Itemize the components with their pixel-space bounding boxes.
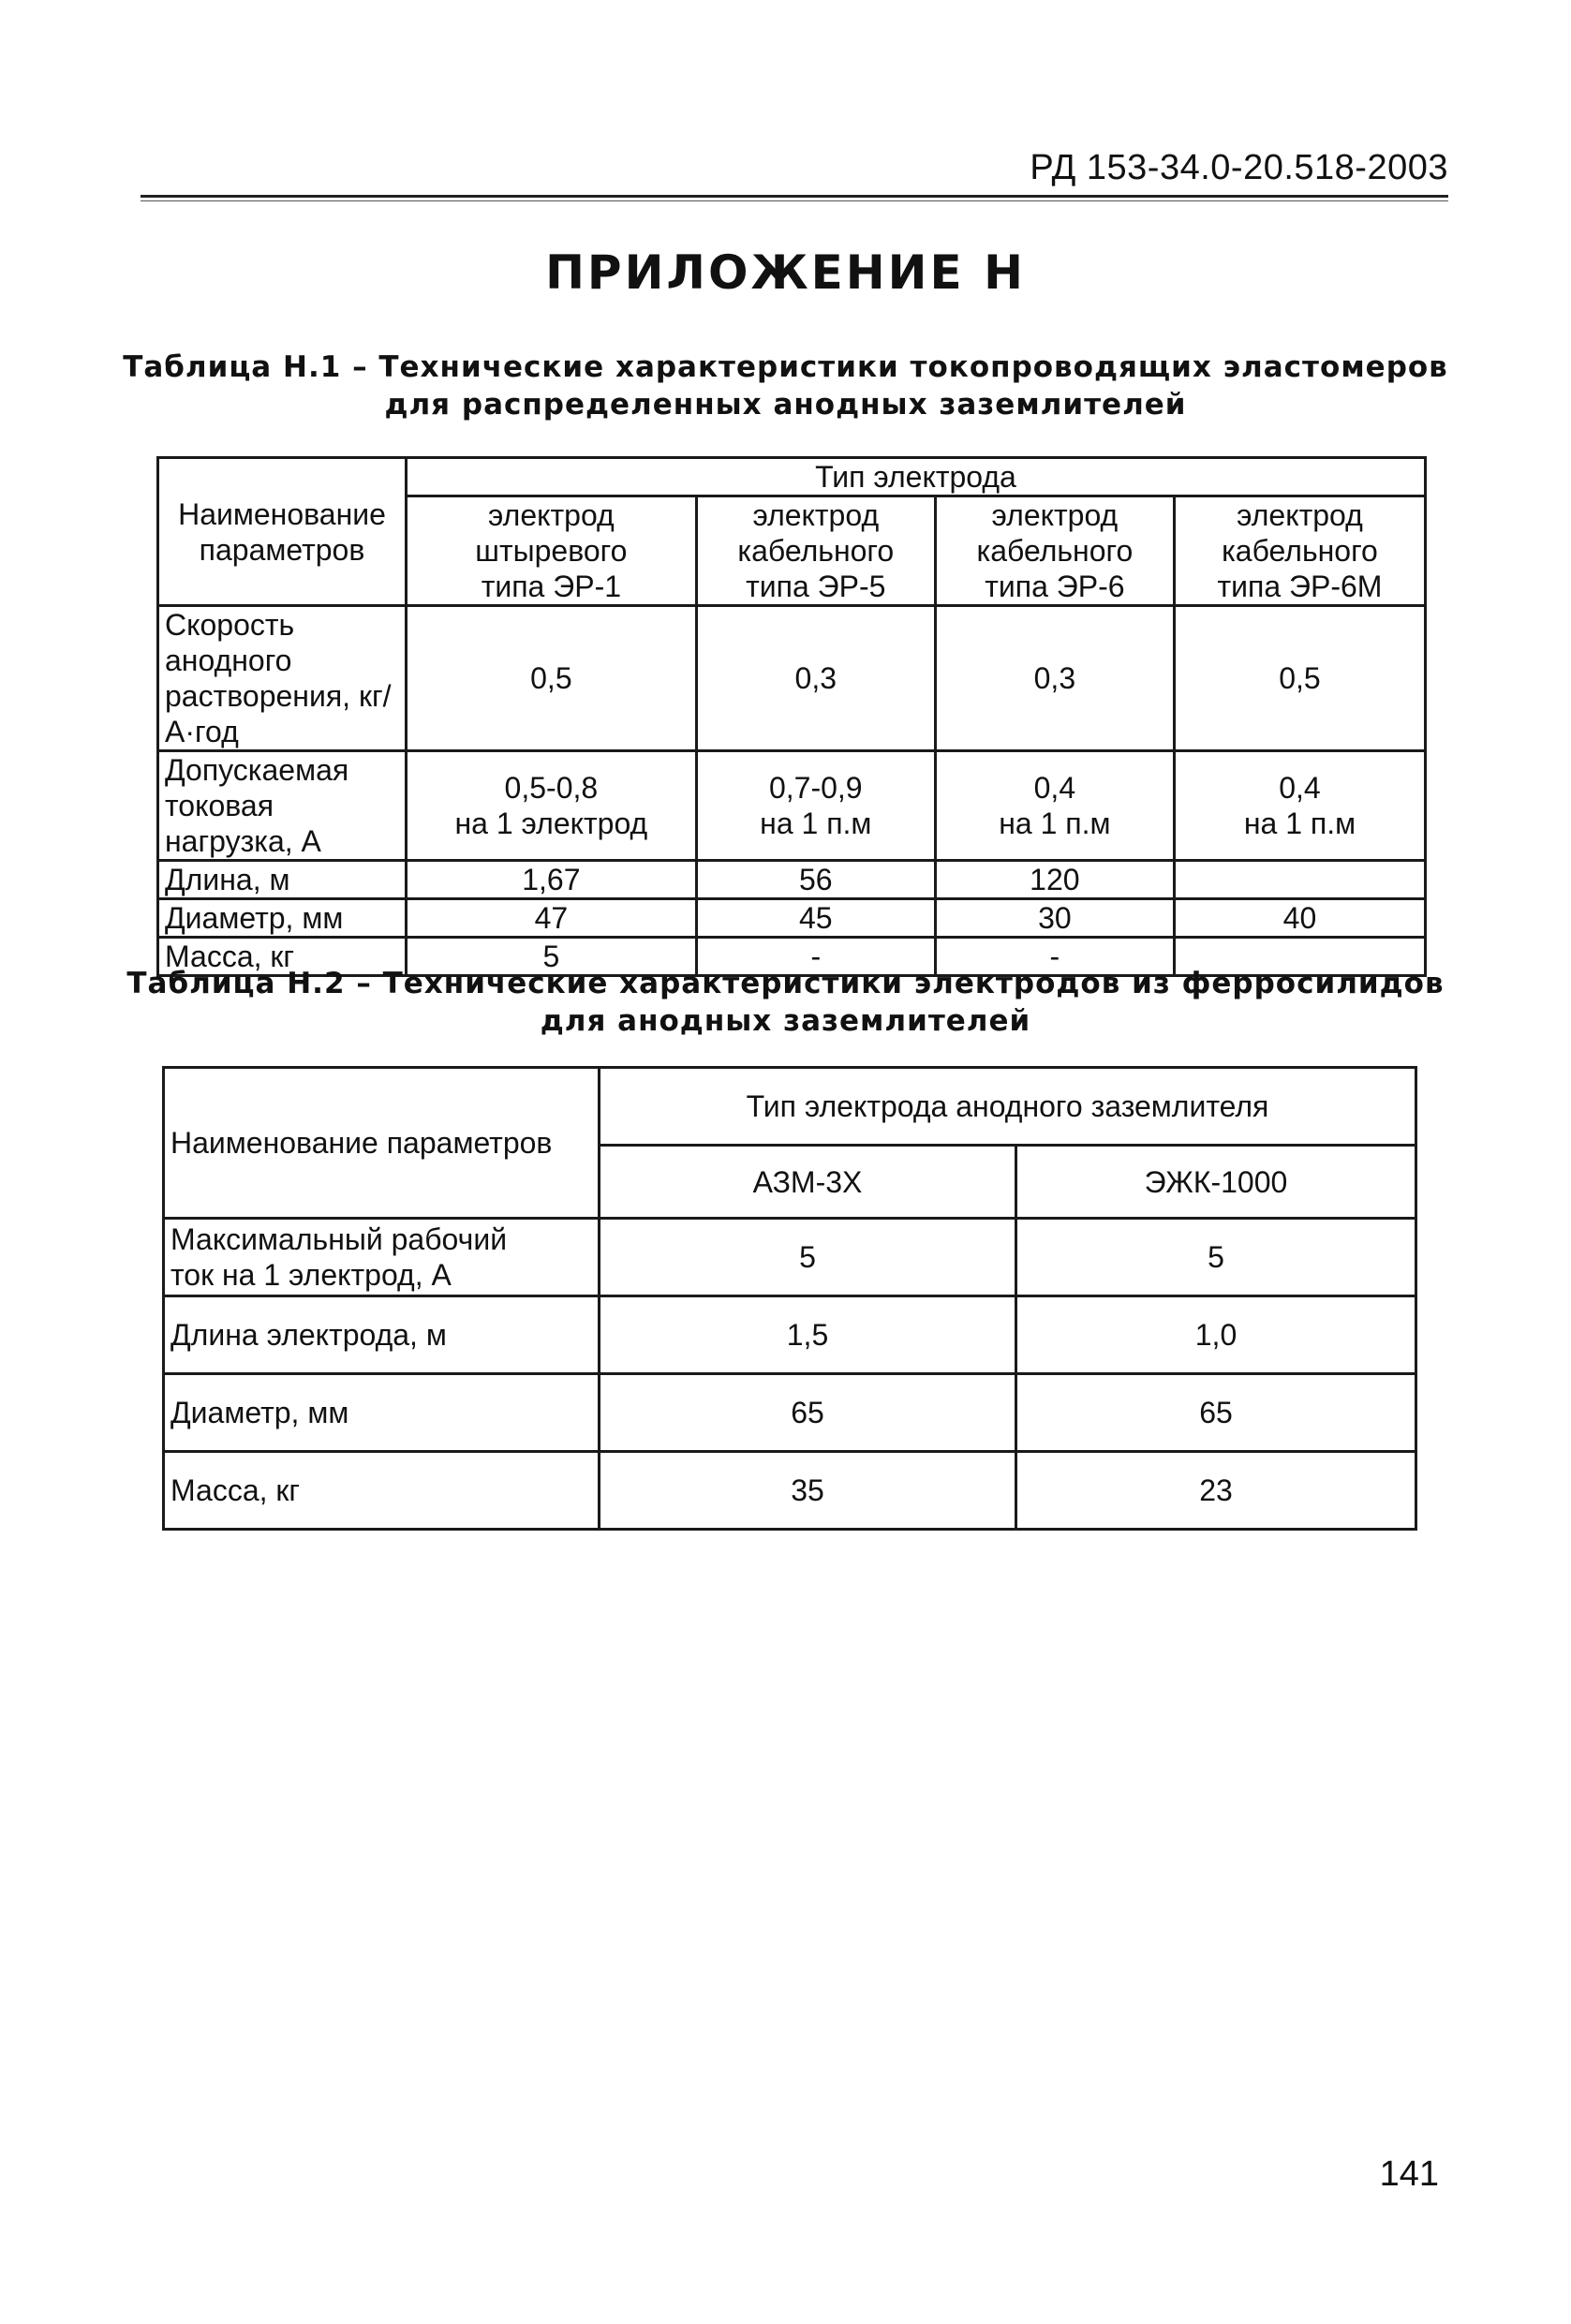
- table1-column-header-line: штыревого: [475, 534, 628, 568]
- table1-column-header-line: электрод: [991, 498, 1119, 532]
- table1-body: [158, 606, 1426, 976]
- table2-value-cell: 5: [600, 1219, 1016, 1296]
- ferrosilicon-table: [162, 1066, 1417, 1531]
- table2-param-line: Диаметр, мм: [170, 1396, 349, 1429]
- table1-value-cell: [407, 861, 697, 899]
- table1-column-header: [696, 496, 935, 606]
- table1-value-cell: [935, 751, 1174, 861]
- table-row: [164, 1296, 1416, 1374]
- table1-column-header-line: электрод: [488, 498, 615, 532]
- table2-param-header: Наименование параметров: [164, 1068, 600, 1219]
- table1-caption-line1: Таблица Н.1 – Технические характеристики токопроводящих эластомеров: [123, 350, 1448, 384]
- table1-value-line: на 1 п.м: [1243, 807, 1356, 840]
- table1-value-cell: [1174, 606, 1425, 751]
- table-row: [164, 1452, 1416, 1530]
- header-rule: [141, 195, 1448, 198]
- table2-value-cell: 5: [1016, 1219, 1416, 1296]
- table1-value-line: 120: [1030, 863, 1080, 896]
- table2-value-cell: 1,0: [1016, 1296, 1416, 1374]
- table2-value-cell: 35: [600, 1452, 1016, 1530]
- table1-group-header: Тип электрода: [407, 458, 1426, 496]
- table2-param-cell: [164, 1452, 600, 1530]
- table1-param-cell: [158, 751, 407, 861]
- table1-value-line: 47: [534, 901, 569, 935]
- table1-header-row: [158, 458, 1426, 496]
- table2-column-header: ЭЖК-1000: [1016, 1146, 1416, 1219]
- table1-value-line: 0,7-0,9: [768, 771, 863, 805]
- table1-value-cell: [935, 899, 1174, 938]
- table1-column-header: [1174, 496, 1425, 606]
- table2-caption-line2: для анодных заземлителей: [540, 1004, 1031, 1038]
- table2-group-header: Тип электрода анодного заземлителя: [600, 1068, 1416, 1146]
- table1-param-line: Допускаемая токовая: [165, 753, 349, 822]
- page-number: 141: [1379, 2154, 1439, 2194]
- table1-caption-line2: для распределенных анодных заземлителей: [384, 388, 1187, 422]
- table2-param-line: Длина электрода, м: [170, 1318, 447, 1352]
- table1-param-line: растворения, кг/А·год: [165, 679, 392, 748]
- table1-column-header-line: типа ЭР-6М: [1217, 570, 1383, 603]
- table1-value-cell: [407, 606, 697, 751]
- table1-value-cell: [696, 751, 935, 861]
- table1-value-line: 0,5-0,8: [504, 771, 599, 805]
- table2-param-cell: [164, 1296, 600, 1374]
- table1-column-header: [935, 496, 1174, 606]
- table1-value-cell: [696, 606, 935, 751]
- table1-value-cell: [407, 899, 697, 938]
- table2-param-cell: [164, 1219, 600, 1296]
- table1-param-header-line: параметров: [199, 532, 365, 567]
- table2-header-row: [164, 1068, 1416, 1146]
- table2-caption: [0, 965, 1571, 1040]
- table2-param-line: Масса, кг: [170, 1473, 301, 1507]
- table2-value-cell: 23: [1016, 1452, 1416, 1530]
- table2-body: [164, 1219, 1416, 1530]
- table1-param-cell: [158, 899, 407, 938]
- table2-caption-line1: Таблица Н.2 – Технические характеристики электродов из ферросилидов: [126, 967, 1445, 1000]
- table1-value-cell: [1174, 751, 1425, 861]
- table1-column-header-line: электрод: [752, 498, 880, 532]
- table1-value-cell: [935, 861, 1174, 899]
- table2-param-line: Максимальный рабочий: [170, 1222, 508, 1256]
- table2-param-cell: [164, 1374, 600, 1452]
- table-row: [158, 606, 1426, 751]
- table1-value-cell: [1174, 861, 1425, 899]
- table1-value-line: 40: [1282, 901, 1317, 935]
- table-row: [164, 1374, 1416, 1452]
- table1-value-line: на 1 п.м: [999, 807, 1111, 840]
- table1-column-header-line: кабельного: [976, 534, 1134, 568]
- table1-value-cell: [935, 606, 1174, 751]
- header-rule-thin: [141, 200, 1448, 201]
- table1-param-line: нагрузка, А: [165, 824, 321, 858]
- table1-value-cell: [407, 751, 697, 861]
- table1-value-line: на 1 электрод: [454, 807, 648, 840]
- table1-param-cell: [158, 606, 407, 751]
- table1-value-cell: [696, 861, 935, 899]
- table1-param-line: Диаметр, мм: [165, 901, 344, 935]
- table1-value-line: на 1 п.м: [760, 807, 872, 840]
- table1-value-line: 1,67: [522, 863, 581, 896]
- table2-value-cell: 65: [1016, 1374, 1416, 1452]
- table1-param-line: Масса, кг: [165, 940, 295, 973]
- table1-value-cell: [696, 899, 935, 938]
- table1-param-cell: [158, 861, 407, 899]
- table1-column-header-line: типа ЭР-5: [746, 570, 886, 603]
- table1-param-line: Длина, м: [165, 863, 290, 896]
- elastomer-table: [156, 456, 1427, 977]
- table-row: [158, 861, 1426, 899]
- table2-param-line: ток на 1 электрод, А: [170, 1258, 452, 1292]
- table1-value-line: -: [810, 940, 822, 973]
- table1-value-line: 0,5: [1279, 661, 1321, 695]
- table1-column-header-line: типа ЭР-1: [481, 570, 622, 603]
- page-title: ПРИЛОЖЕНИЕ Н: [545, 245, 1026, 300]
- table1-param-header: [158, 458, 407, 606]
- table1-value-cell: [1174, 899, 1425, 938]
- table1-column-header-line: типа ЭР-6: [985, 570, 1125, 603]
- table1-value-line: 0,3: [1033, 661, 1076, 695]
- table1-value-line: 30: [1038, 901, 1072, 935]
- document-code: РД 153-34.0-20.518-2003: [1030, 148, 1448, 187]
- table1-column-header-line: кабельного: [1222, 534, 1378, 568]
- table1-column-header: [407, 496, 697, 606]
- table1-value-line: 56: [798, 863, 833, 896]
- table1-value-line: -: [1049, 940, 1060, 973]
- table1-value-line: 0,5: [530, 661, 572, 695]
- table1-param-line: Скорость анодного: [165, 608, 295, 677]
- table1-value-line: 0,4: [1279, 771, 1321, 805]
- table-row: [164, 1219, 1416, 1296]
- table-row: [158, 899, 1426, 938]
- table1-param-header-line: Наименование: [178, 496, 386, 531]
- table1-column-header-line: кабельного: [737, 534, 895, 568]
- table1-value-line: 0,4: [1033, 771, 1076, 805]
- table1-caption: [0, 348, 1571, 423]
- table1-value-line: 45: [798, 901, 833, 935]
- table1-column-header-line: электрод: [1237, 498, 1363, 532]
- table1-value-line: 0,3: [794, 661, 837, 695]
- table2-value-cell: 1,5: [600, 1296, 1016, 1374]
- table1-value-line: 5: [542, 940, 560, 973]
- table2-column-header: АЗМ-3Х: [600, 1146, 1016, 1219]
- table-row: [158, 751, 1426, 861]
- table2-value-cell: 65: [600, 1374, 1016, 1452]
